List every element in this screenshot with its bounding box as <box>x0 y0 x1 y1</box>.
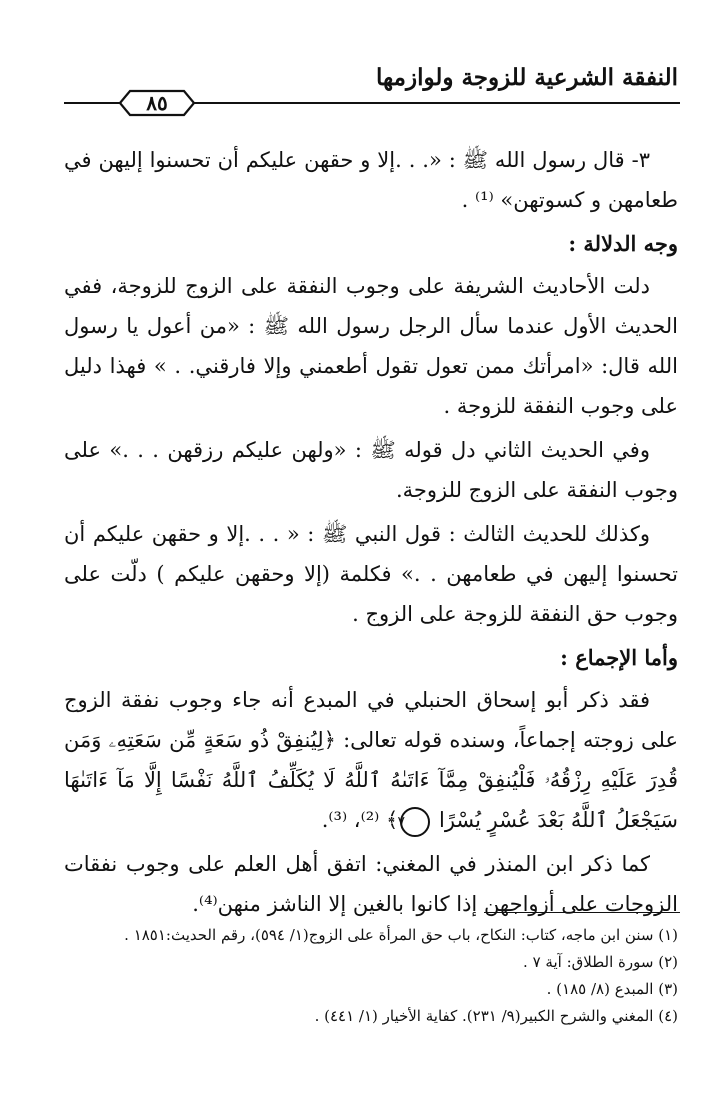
running-header-title: النفقة الشرعية للزوجة ولوازمها <box>376 64 678 91</box>
paragraph-second-hadith: وفي الحديث الثاني دل قوله ﷺ : «ولهن عليكم رزقهن . . .» على وجوب النفقة على الزوج للزوجة. <box>64 438 678 502</box>
paragraph-ijma <box>64 680 678 840</box>
page-number-badge <box>118 88 196 118</box>
heading-ijma: وأما الإجماع : <box>560 645 678 670</box>
paragraph-dalala: دلت الأحاديث الشريفة على وجوب النفقة على الزوج للزوجة، ففي الحديث الأول عندما سأل الرجل رسول الله ﷺ : «من أعول يا رسول الله قال: «امرأتك ممن تعول تقول أطعمني وإلا فارقني. . » فهذا دليل على وجوب النفقة للزوجة . <box>64 274 678 418</box>
ijma-text: فقد ذكر أبو إسحاق الحنبلي في المبدع أنه جاء وجوب نفقة الزوج على زوجته إجماعاً، وسنده قوله تعالى: <box>64 688 679 752</box>
paragraph-hadith-3: ٣- قال رسول الله ﷺ : «. . .إلا و حقهن عليكم أن تحسنوا إليهن في طعامهن و كسوتهن» ⁽¹⁾ . <box>64 148 678 212</box>
footnote-3: (٣) المبدع (٨/ ١٨٥) . <box>546 980 678 998</box>
paragraph-third-hadith: وكذلك للحديث الثالث : قول النبي ﷺ : « . . .إلا و حقهن عليكم أن تحسنوا إليهن في طعامهن . .» فكلمة (إلا وحقهن عليكم ) دلّت على وجوب حق النفقة للزوجة على الزوج . <box>64 522 678 626</box>
quran-verse: ﴿لِيُنفِقْ ذُو سَعَةٍ مِّن سَعَتِهِۦ وَمَن قُدِرَ عَلَيْهِ رِزْقُهُۥ فَلْيُنفِقْ مِمَّآ ءَاتَىٰهُ ٱللَّهُ لَا يُكَلِّفُ ٱللَّهُ نَفْسًا إِلَّا مَآ ءَاتَىٰهَا سَيَجْعَلُ ٱللَّهُ بَعْدَ عُسْرٍ يُسْرًا <box>64 728 678 832</box>
page-number: ٨٥ <box>146 91 168 115</box>
footnotes <box>64 922 678 1030</box>
footnote-1: (١) سنن ابن ماجه، كتاب: النكاح، باب حق المرأة على الزوج(١/ ٥٩٤)، رقم الحديث:١٨٥١ . <box>124 926 678 944</box>
heading-wajh-aldalala: وجه الدلالة : <box>568 231 678 256</box>
footnote-separator <box>484 912 680 913</box>
header-rule-right <box>194 102 680 104</box>
verse-end: ﴾ ⁽²⁾، ⁽³⁾. <box>321 808 399 832</box>
header-rule-left <box>64 102 120 104</box>
main-text <box>64 140 678 928</box>
paragraph-ibn-almundhir: كما ذكر ابن المنذر في المغني: اتفق أهل العلم على وجوب نفقات الزوجات على أزواجهن إذا كانوا بالغين إلا الناشز منهن⁽⁴⁾. <box>64 852 678 916</box>
footnote-2: (٢) سورة الطلاق: آية ٧ . <box>523 953 678 971</box>
ayah-number-marker: ٧ <box>400 807 430 837</box>
footnote-4: (٤) المغني والشرح الكبير(٩/ ٢٣١). كفاية الأخيار (١/ ٤٤١) . <box>314 1007 678 1025</box>
